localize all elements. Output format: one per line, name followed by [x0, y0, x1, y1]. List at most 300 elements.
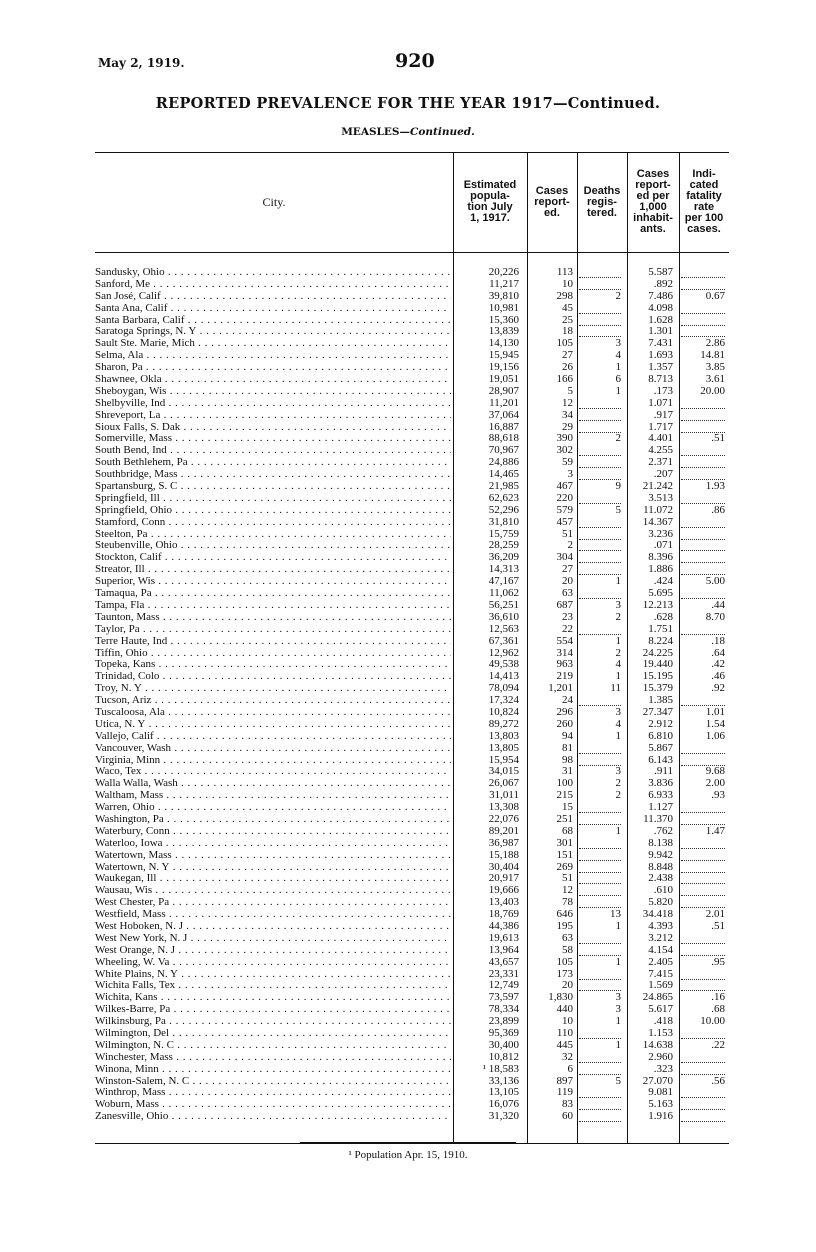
rate-cell: 4.154 [648, 943, 673, 956]
cases-cell: 445 [556, 1038, 573, 1051]
deaths-cell: 1 [615, 919, 621, 932]
header-line: ed. [544, 206, 560, 219]
population-cell: 14,313 [488, 563, 519, 576]
population-cell: 13,803 [488, 729, 519, 742]
city-cell: Tampa, Fla . . . [95, 600, 451, 612]
rate-cell: 11.072 [643, 503, 673, 516]
population-cell: 13,403 [488, 896, 519, 909]
rate-cell: 1.385 [648, 694, 673, 707]
table-row [95, 636, 729, 648]
city-cell: Winona, Minn . . . [95, 1064, 451, 1076]
deaths-cell [579, 410, 621, 421]
fatality-cell [681, 267, 725, 278]
city-cell: Sioux Falls, S. Dak . . . [95, 422, 451, 434]
header-line: cases. [687, 223, 721, 235]
city-cell: Waltham, Mass . . . [95, 790, 451, 802]
cases-cell: 3 [567, 468, 573, 481]
fatality-cell: .64 [711, 646, 725, 659]
fatality-cell [681, 493, 725, 504]
cases-cell: 314 [556, 646, 573, 659]
fatality-cell [681, 315, 725, 326]
table-row [95, 992, 729, 1004]
cases-cell: 119 [556, 1086, 573, 1099]
rate-cell: .610 [653, 884, 673, 897]
population-cell: 31,320 [488, 1110, 519, 1123]
deaths-cell [579, 457, 621, 468]
city-cell: Woburn, Mass . . . [95, 1099, 451, 1111]
header-line: 1,000 [639, 201, 667, 213]
rate-cell: 5.587 [648, 266, 673, 278]
population-cell: 31,011 [489, 789, 519, 802]
rate-cell: 5.617 [648, 1003, 673, 1016]
city-cell: Wichita, Kans . . . [95, 992, 451, 1004]
rate-cell: 21.242 [642, 480, 673, 493]
city-cell: West Chester, Pa . . . [95, 897, 451, 909]
rate-cell: 4.255 [648, 444, 673, 457]
city-cell: Warren, Ohio . . . [95, 802, 451, 814]
city-cell: Southbridge, Mass . . . [95, 469, 451, 481]
city-cell: Wausau, Wis . . . [95, 885, 451, 897]
header-line: Estimated [463, 179, 517, 191]
city-cell: Tamaqua, Pa . . . [95, 588, 451, 600]
deaths-cell: 9 [615, 480, 621, 493]
table-row [95, 576, 729, 588]
city-cell: West New York, N. J . . . [95, 933, 451, 945]
fatality-cell: .92 [711, 682, 725, 695]
table-row [95, 469, 729, 481]
fatality-cell: .95 [711, 955, 725, 968]
population-cell: 13,308 [488, 801, 519, 814]
population-cell: 89,201 [488, 824, 519, 837]
rate-cell: 2.371 [648, 456, 673, 469]
fatality-cell [681, 410, 725, 421]
deaths-cell [579, 980, 621, 991]
cases-cell: 34 [562, 408, 573, 421]
deaths-cell: 4 [615, 349, 621, 362]
cases-cell: 78 [562, 896, 573, 909]
deaths-cell [579, 564, 621, 575]
rate-cell: 7.415 [648, 967, 673, 980]
cases-cell: 20 [562, 575, 573, 588]
issue-date: May 2, 1919. [98, 56, 185, 70]
fatality-cell [681, 279, 725, 290]
table-row [95, 766, 729, 778]
rate-cell: .424 [653, 575, 673, 588]
city-cell: Somerville, Mass . . . [95, 433, 451, 445]
rate-cell: 3.836 [648, 777, 673, 790]
city-cell: Trinidad, Colo . . . [95, 671, 451, 683]
rate-cell: 34.418 [642, 908, 673, 921]
deaths-cell [579, 1099, 621, 1110]
fatality-cell: 0.67 [705, 289, 725, 302]
city-cell: Topeka, Kans . . . [95, 659, 451, 671]
city-cell: Washington, Pa . . . [95, 814, 451, 826]
population-cell: ¹ 18,583 [482, 1062, 519, 1075]
deaths-cell [579, 552, 621, 563]
city-cell: South Bethlehem, Pa . . . [95, 457, 451, 469]
city-cell: Tuscaloosa, Ala . . . [95, 707, 451, 719]
table-row [95, 695, 729, 707]
deaths-cell [579, 1028, 621, 1039]
rate-cell: 8.848 [648, 860, 673, 873]
deaths-cell [579, 814, 621, 825]
table-row [95, 1016, 729, 1028]
table-row [95, 1111, 729, 1123]
city-cell: Vallejo, Calif . . . [95, 731, 451, 743]
population-cell: 11,217 [489, 277, 519, 290]
population-cell: 30,400 [488, 1038, 519, 1051]
population-cell: 23,331 [488, 967, 519, 980]
city-cell: Utica, N. Y . . . [95, 719, 451, 731]
rate-cell: 5.163 [648, 1098, 673, 1111]
fatality-cell [681, 588, 725, 599]
header-line: Cases [636, 168, 670, 180]
table-row [95, 790, 729, 802]
fatality-cell [681, 517, 725, 528]
fatality-cell: 2.00 [705, 777, 725, 790]
rate-cell: 5.867 [648, 741, 673, 754]
table-row [95, 814, 729, 826]
fatality-cell: .56 [711, 1074, 725, 1087]
rate-cell: 9.081 [648, 1086, 673, 1099]
deaths-cell: 4 [615, 658, 621, 671]
table-row [95, 743, 729, 755]
population-cell: 12,962 [488, 646, 519, 659]
cases-cell: 457 [556, 515, 573, 528]
fatality-cell [681, 398, 725, 409]
cases-cell: 269 [556, 860, 573, 873]
fatality-cell [681, 873, 725, 884]
fatality-cell: .16 [711, 991, 725, 1004]
fatality-cell: 2.01 [705, 908, 725, 921]
city-cell: Superior, Wis . . . [95, 576, 451, 588]
city-cell: Watertown, N. Y . . . [95, 862, 451, 874]
table-row [95, 731, 729, 743]
deaths-cell: 13 [610, 908, 621, 921]
city-cell: Vancouver, Wash . . . [95, 743, 451, 755]
population-cell: 15,759 [488, 527, 519, 540]
deaths-cell: 5 [615, 503, 621, 516]
header-line: per 100 [684, 212, 724, 224]
population-cell: 10,824 [488, 705, 519, 718]
cases-cell: 63 [562, 587, 573, 600]
table-row [95, 279, 729, 291]
rate-cell: 1.301 [648, 325, 673, 338]
table-row [95, 921, 729, 933]
rate-cell: 1.717 [648, 420, 673, 433]
table-row [95, 374, 729, 386]
rate-cell: .911 [654, 765, 673, 778]
table-row [95, 969, 729, 981]
population-cell: 28,259 [488, 539, 519, 552]
rate-cell: 7.486 [648, 289, 673, 302]
rate-cell: 9.942 [648, 848, 673, 861]
header-line: Deaths [583, 184, 621, 197]
population-cell: 16,887 [488, 420, 519, 433]
population-cell: 88,618 [488, 432, 519, 445]
table-row [95, 719, 729, 731]
city-cell: Watertown, Mass . . . [95, 850, 451, 862]
table-row [95, 564, 729, 576]
table-row [95, 933, 729, 945]
rate-cell: 24.865 [642, 991, 673, 1004]
fatality-cell: .86 [711, 503, 725, 516]
rate-cell: 12.213 [642, 598, 673, 611]
header-rate [627, 152, 679, 252]
city-cell: Sault Ste. Marie, Mich . . . [95, 338, 451, 350]
header-line: Indi- [692, 168, 716, 180]
city-cell: Sandusky, Ohio . . . [95, 267, 451, 279]
fatality-cell [681, 862, 725, 873]
population-cell: 14,130 [488, 337, 519, 350]
fatality-cell [681, 695, 725, 706]
city-cell: Sharon, Pa . . . [95, 362, 451, 374]
city-cell: Terre Haute, Ind . . . [95, 636, 451, 648]
rate-cell: 3.513 [648, 491, 673, 504]
population-cell: 36,610 [488, 610, 519, 623]
population-cell: 24,886 [488, 456, 519, 469]
deaths-cell [579, 838, 621, 849]
population-cell: 13,105 [488, 1086, 519, 1099]
fatality-cell [681, 1099, 725, 1110]
table-row [95, 612, 729, 624]
fatality-cell [681, 564, 725, 575]
header-bottom-rule [95, 252, 729, 253]
city-cell: Springfield, Ill . . . [95, 493, 451, 505]
population-cell: 19,613 [488, 931, 519, 944]
table-row [95, 338, 729, 350]
cases-cell: 12 [562, 396, 573, 409]
fatality-cell: 8.70 [705, 610, 725, 623]
deaths-cell: 1 [615, 955, 621, 968]
fatality-cell [681, 1052, 725, 1063]
rate-cell: 4.098 [648, 301, 673, 314]
fatality-cell [681, 1028, 725, 1039]
rate-cell: 1.916 [648, 1110, 673, 1123]
rate-cell: 2.438 [648, 872, 673, 885]
cases-cell: 110 [556, 1027, 573, 1039]
deaths-cell: 1 [615, 1038, 621, 1051]
cases-cell: 440 [556, 1003, 573, 1016]
city-cell: Santa Ana, Calif . . . [95, 303, 451, 315]
population-cell: 13,839 [488, 325, 519, 338]
fatality-cell: 1.93 [705, 480, 725, 493]
city-cell: Wichita Falls, Tex . . . [95, 980, 451, 992]
deaths-cell [579, 885, 621, 896]
cases-cell: 94 [562, 729, 573, 742]
deaths-cell [579, 933, 621, 944]
table-row [95, 600, 729, 612]
table-subtitle [0, 126, 816, 138]
cases-cell: 2 [567, 539, 573, 552]
rate-cell: 27.070 [642, 1074, 673, 1087]
cases-cell: 83 [562, 1098, 573, 1111]
city-cell: Stockton, Calif . . . [95, 552, 451, 564]
fatality-cell: .51 [711, 919, 725, 932]
table-row [95, 755, 729, 767]
population-cell: 26,067 [488, 777, 519, 790]
rate-cell: 1.127 [648, 801, 673, 814]
population-cell: 15,360 [488, 313, 519, 326]
header-city: City. [262, 194, 286, 209]
table-row [95, 350, 729, 362]
cases-cell: 105 [556, 337, 573, 350]
fatality-cell: .18 [711, 634, 725, 647]
rate-cell: 8.713 [648, 373, 673, 386]
deaths-cell [579, 445, 621, 456]
population-cell: 78,334 [488, 1003, 519, 1016]
population-cell: 33,136 [488, 1074, 519, 1087]
table-row [95, 659, 729, 671]
deaths-cell [579, 945, 621, 956]
table-row [95, 1076, 729, 1088]
rate-cell: 8.224 [648, 634, 673, 647]
city-cell: Waterloo, Iowa . . . [95, 838, 451, 850]
city-cell: Saratoga Springs, N. Y . . . [95, 326, 451, 338]
city-cell: Steubenville, Ohio . . . [95, 540, 451, 552]
table-title: REPORTED PREVALENCE FOR THE YEAR 1917—Continued. [155, 95, 661, 112]
population-cell: 30,404 [488, 860, 519, 873]
city-cell: Springfield, Ohio . . . [95, 505, 451, 517]
fatality-cell [681, 933, 725, 944]
population-cell: 78,094 [488, 682, 519, 695]
cases-cell: 6 [567, 1062, 573, 1075]
rate-cell: 6.143 [648, 753, 673, 766]
cases-cell: 166 [556, 373, 573, 386]
population-cell: 19,666 [488, 884, 519, 897]
deaths-cell: 6 [615, 373, 621, 386]
population-cell: 20,917 [488, 872, 519, 885]
header-line: ants. [640, 223, 666, 235]
cases-cell: 220 [556, 491, 573, 504]
cases-cell: 646 [556, 908, 573, 921]
cases-cell: 219 [556, 670, 573, 683]
cases-cell: 27 [562, 349, 573, 362]
city-cell: Tiffin, Ohio . . . [95, 648, 451, 660]
rate-cell: 15.379 [642, 682, 673, 695]
population-cell: 95,369 [488, 1027, 519, 1039]
city-cell: Santa Barbara, Calif . . . [95, 315, 451, 327]
population-cell: 19,156 [488, 361, 519, 374]
cases-cell: 151 [556, 848, 573, 861]
rate-cell: 1.693 [648, 349, 673, 362]
header-line: report- [534, 195, 570, 208]
fatality-cell: 1.01 [705, 705, 725, 718]
city-cell: Winchester, Mass . . . [95, 1052, 451, 1064]
cases-cell: 98 [562, 753, 573, 766]
table-row [95, 980, 729, 992]
fatality-cell: 10.00 [700, 1015, 725, 1028]
rate-cell: .917 [653, 408, 673, 421]
fatality-cell [681, 552, 725, 563]
deaths-cell [579, 743, 621, 754]
table-row [95, 862, 729, 874]
rate-cell: 1.886 [648, 563, 673, 576]
rate-cell: .628 [653, 610, 673, 623]
cases-cell: 81 [562, 741, 573, 754]
fatality-cell [681, 457, 725, 468]
rate-cell: 5.695 [648, 587, 673, 600]
population-cell: 47,167 [488, 575, 519, 588]
rate-cell: 5.820 [648, 896, 673, 909]
cases-cell: 298 [556, 289, 573, 302]
table-row [95, 493, 729, 505]
header-line: rate [693, 201, 715, 213]
rate-cell: 6.933 [648, 789, 673, 802]
disease-name: MEASLES [341, 126, 400, 138]
deaths-cell [579, 1052, 621, 1063]
rate-cell: 2.960 [648, 1050, 673, 1063]
fatality-cell [681, 529, 725, 540]
fatality-cell: 14.81 [700, 349, 725, 362]
population-cell: 11,062 [489, 587, 519, 600]
population-cell: 14,465 [488, 468, 519, 481]
table-bottom-rule [95, 1143, 729, 1144]
deaths-cell [579, 969, 621, 980]
cases-cell: 687 [556, 598, 573, 611]
cases-cell: 26 [562, 361, 573, 374]
footnote-rule [300, 1142, 516, 1143]
rate-cell: 1.628 [648, 313, 673, 326]
city-cell: Winthrop, Mass . . . [95, 1087, 451, 1099]
deaths-cell: 1 [615, 634, 621, 647]
table-row [95, 957, 729, 969]
population-cell: 70,967 [488, 444, 519, 457]
deaths-cell: 5 [615, 1074, 621, 1087]
population-cell: 17,324 [488, 694, 519, 707]
deaths-cell [579, 755, 621, 766]
population-cell: 36,987 [488, 836, 519, 849]
table-row [95, 826, 729, 838]
table-row [95, 1064, 729, 1076]
cases-cell: 10 [562, 1015, 573, 1028]
city-cell: Wheeling, W. Va . . . [95, 957, 451, 969]
city-cell: Taunton, Mass . . . [95, 612, 451, 624]
cases-cell: 59 [562, 456, 573, 469]
cases-cell: 260 [556, 717, 573, 730]
cases-cell: 195 [556, 919, 573, 932]
cases-cell: 58 [562, 943, 573, 956]
table-row [95, 1004, 729, 1016]
table-row [95, 517, 729, 529]
deaths-cell [579, 279, 621, 290]
table-row [95, 885, 729, 897]
city-cell: Shawnee, Okla . . . [95, 374, 451, 386]
city-cell: Wilkinsburg, Pa . . . [95, 1016, 451, 1028]
table-row [95, 505, 729, 517]
fatality-cell: .68 [711, 1003, 725, 1016]
table-row [95, 671, 729, 683]
table-row [95, 838, 729, 850]
rate-cell: 8.138 [648, 836, 673, 849]
header-line: popula- [470, 190, 510, 202]
header-line: fatality [686, 190, 722, 202]
fatality-cell [681, 814, 725, 825]
deaths-cell: 2 [615, 777, 621, 790]
fatality-cell: .93 [711, 789, 725, 802]
deaths-cell [579, 517, 621, 528]
table-row [95, 386, 729, 398]
population-cell: 36,209 [488, 551, 519, 564]
deaths-cell: 2 [615, 432, 621, 445]
rate-cell: 3.236 [648, 527, 673, 540]
table-row [95, 362, 729, 374]
rate-cell: 11.370 [643, 812, 673, 825]
deaths-cell: 1 [615, 1015, 621, 1028]
population-cell: 28,907 [488, 384, 519, 397]
header-line: ed per [636, 190, 670, 202]
fatality-cell [681, 945, 725, 956]
